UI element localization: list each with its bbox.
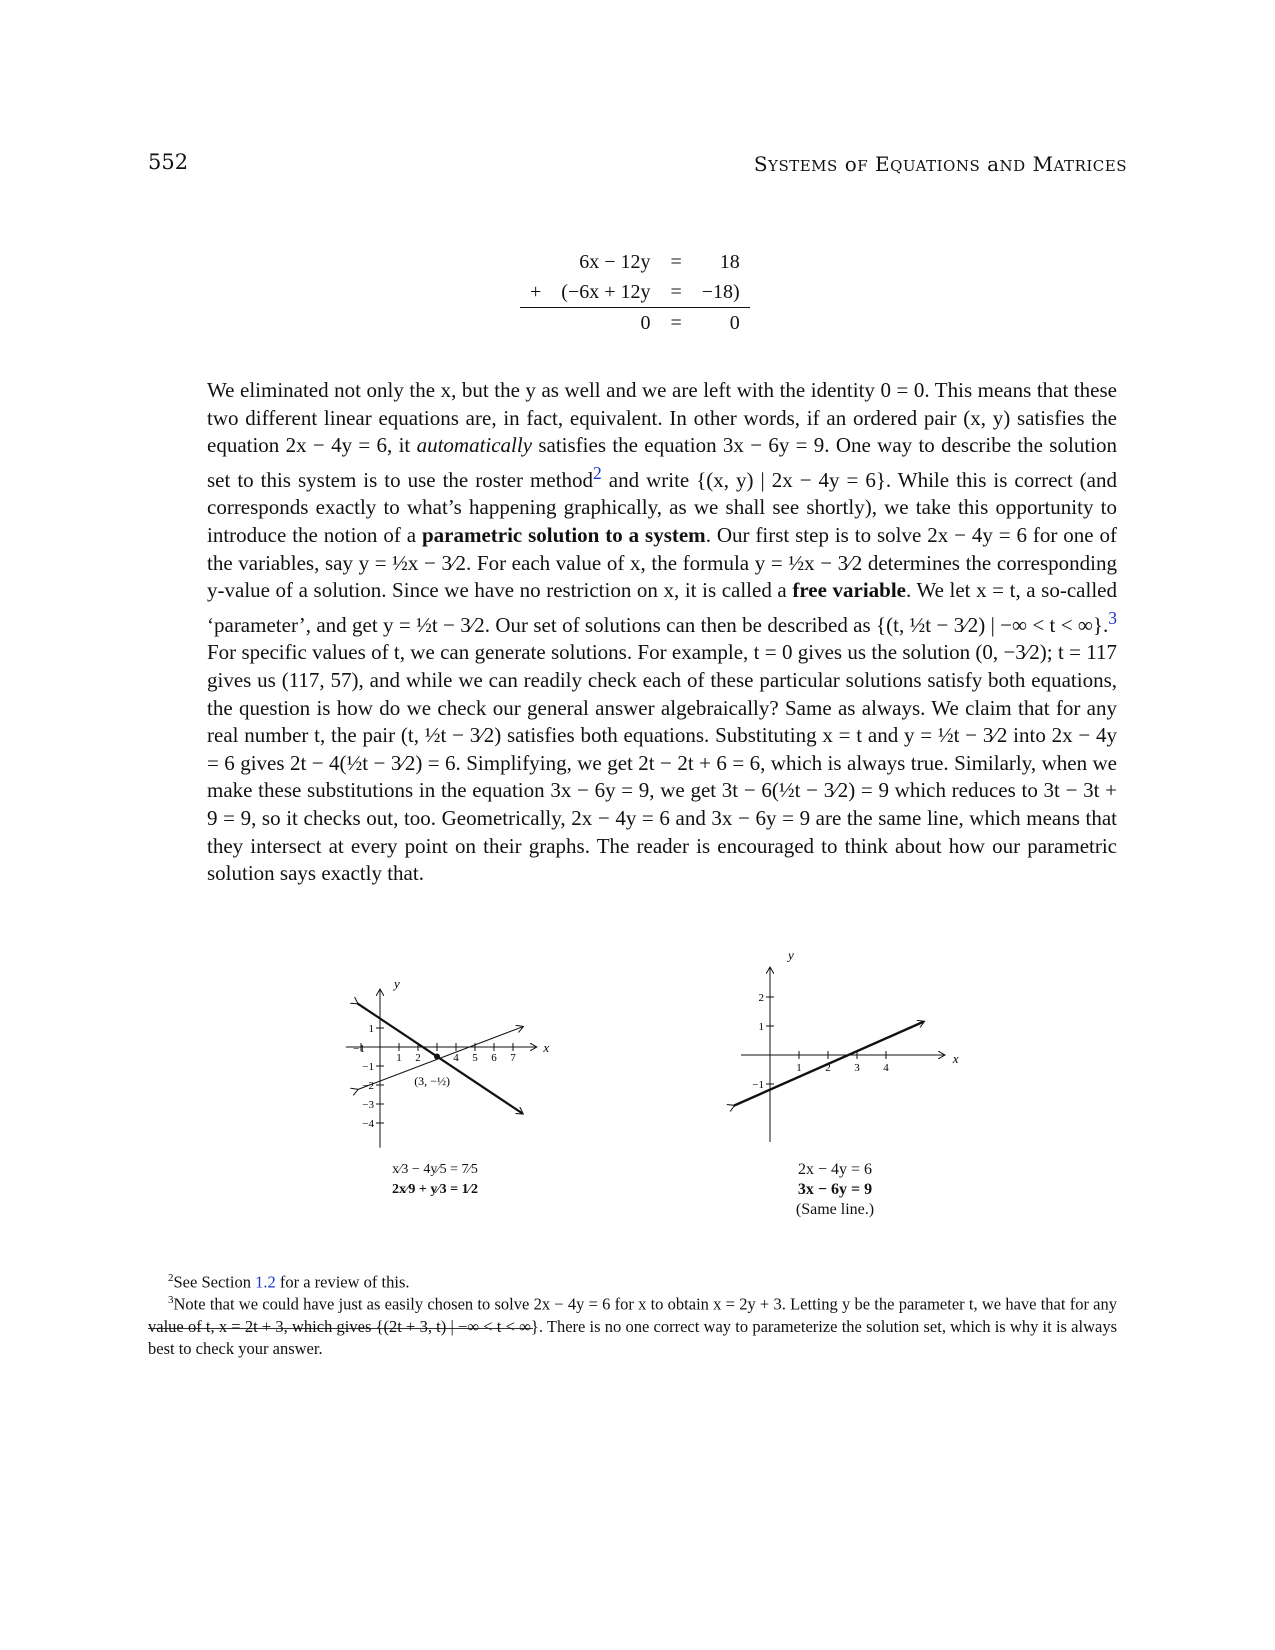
graph-left	[330, 972, 560, 1161]
x-tick-label: 3	[854, 1062, 860, 1074]
footnote-3-text: Note that we could have just as easily chosen to solve 2x − 4y = 6 for x to obtain x = 2y + 3. Letting y be the parameter t, we have that for any value of t, x = 2t + 3, which gives {(2t + 3, t) | −∞ < t < ∞}. There is no one correct way to parameterize the solution set, which is why it is always best to check your answer.	[148, 1294, 1117, 1358]
graph-left-caption	[360, 1160, 510, 1200]
main-paragraph	[207, 377, 1117, 888]
header-initial: a	[987, 152, 1000, 176]
footnote-2-mark: 2	[168, 1272, 174, 1284]
y-tick-label: −4	[362, 1118, 374, 1130]
footnote-2-text-a: See Section	[173, 1272, 256, 1292]
x-tick-label: 2	[415, 1052, 421, 1064]
eq2-equals: =	[670, 280, 682, 303]
y-tick-label: 1	[758, 1021, 764, 1033]
header-smallcaps: YSTEMS	[768, 157, 838, 175]
elimination-display	[520, 247, 750, 338]
x-tick-label: −1	[353, 1043, 365, 1055]
caption-equation-2: 3x − 6y = 9	[797, 1181, 873, 1198]
eq2-left: (−6x + 12y	[561, 280, 651, 303]
footnote-3-link[interactable]: 3	[1108, 607, 1117, 628]
text-run: For specific values of t, we can generate solutions. For example, t = 0 gives us the solution (0, −3⁄2); t = 117 gives us (117, 57), and while we can readily check each of these particular solutions satisfy both equations, the question is how do we check our general answer algebraically? Same as always. We claim that for any real number t, the pair (t, ½t − 3⁄2) satisfies both equations. Substituting x = t and y = ½t − 3⁄2 into 2x − 4y = 6 gives 2t − 4(½t − 3⁄2) = 6. Simplifying, we get 2t − 2t + 6 = 6, which is always true. Similarly, when we make these substitutions in the equation 3x − 6y = 9, we get 3t − 6(½t − 3⁄2) = 9 which reduces to 3t − 3t + 9 = 9, so it checks out, too. Geometrically, 2x − 4y = 6 and 3x − 6y = 9 are the same line, which means that they intersect at every point on their graphs. The reader is encouraged to think about how our parametric solution says exactly that.	[207, 640, 1117, 886]
header-initial: E	[875, 152, 891, 176]
sum-equals: =	[661, 308, 692, 339]
text-run: and write {(x, y) | 2x − 4y = 6}. While this is correct (and corresponds exactly to what’s happening graphically, as we shall see shortly), we take this opportunity to introduce the notion of a	[207, 467, 1117, 547]
series-line	[357, 1003, 522, 1113]
footnote-3-mark: 3	[168, 1294, 174, 1306]
y-tick-label: −1	[362, 1061, 374, 1073]
graph-right-caption	[760, 1160, 910, 1220]
header-initial: S	[753, 152, 769, 176]
emphasis-automatically: automatically	[416, 433, 533, 458]
y-tick-label: −3	[362, 1099, 374, 1111]
x-tick-label: 6	[491, 1052, 497, 1064]
y-axis-label: y	[394, 976, 400, 992]
header-smallcaps: ATRICES	[1053, 157, 1127, 175]
x-tick-label: 7	[510, 1052, 516, 1064]
op-cell	[520, 308, 551, 339]
text-run: . We let x = t, a so-called ‘parameter’, and get y = ½t − 3⁄2. Our set of solutions can then be described as {(t, ½t − 3⁄2) | −∞ < t < ∞}.	[207, 578, 1117, 637]
header-smallcaps: F	[857, 157, 869, 175]
caption-equation-1: x⁄3 − 4y⁄5 = 7⁄5	[392, 1162, 478, 1177]
graph-left-svg	[330, 972, 560, 1157]
x-tick-label: 4	[453, 1052, 459, 1064]
y-tick-label: −1	[752, 1079, 764, 1091]
plus-operator: +	[530, 280, 542, 303]
op-cell	[520, 247, 551, 277]
x-tick-label: 4	[883, 1062, 889, 1074]
eq1-equals: =	[670, 250, 682, 273]
caption-equation-1: 2x − 4y = 6	[797, 1161, 873, 1178]
y-axis-label: y	[788, 947, 794, 963]
term-parametric-solution: parametric solution to a system	[421, 522, 706, 547]
eq1-left: 6x − 12y	[579, 250, 651, 273]
y-tick-label: 2	[758, 992, 764, 1004]
y-tick-label: 1	[368, 1023, 374, 1035]
x-tick-label: 1	[396, 1052, 402, 1064]
footnote-3	[148, 1289, 1117, 1360]
sum-left: 0	[551, 308, 660, 339]
x-axis-label: x	[952, 1051, 959, 1066]
eq1-right: 18	[719, 250, 740, 273]
caption-equation-2: 2x⁄9 + y⁄3 = 1⁄2	[392, 1182, 478, 1197]
intersection-point	[434, 1054, 440, 1060]
running-header	[754, 152, 1127, 176]
x-tick-label: 5	[472, 1052, 478, 1064]
text-run: . Our first step is to solve 2x − 4y = 6 for one of the variables, say y = ½x − 3⁄2. For each value of x, the formula y = ½x − 3⁄2 determines the corresponding y-value of a solution. Since we have no restriction on x, it is called a	[207, 522, 1117, 603]
header-smallcaps: QUATIONS	[890, 157, 981, 175]
header-smallcaps: ND	[999, 157, 1026, 175]
header-initial: o	[844, 152, 858, 176]
caption-note: (Same line.)	[795, 1201, 875, 1218]
page-number: 552	[148, 150, 189, 174]
sum-right: 0	[692, 308, 750, 339]
graph-right-svg	[730, 947, 960, 1155]
x-tick-label: 2	[825, 1062, 831, 1074]
header-initial: M	[1032, 152, 1054, 176]
text-run: We eliminated not only the x, but the y as well and we are left with the identity 0 = 0. This means that these two different linear equations are, in fact, equivalent. In other words, if an ordered pair (x, y) satisfies the equation 2x − 4y = 6, it	[207, 378, 1117, 458]
x-tick-label: 1	[796, 1062, 802, 1074]
term-free-variable: free variable	[792, 578, 906, 603]
footnote-2-link[interactable]: 2	[593, 462, 602, 483]
intersection-label: (3, −½)	[414, 1074, 450, 1088]
section-1-2-link[interactable]: 1.2	[255, 1272, 276, 1292]
graph-right	[730, 947, 960, 1159]
section-title	[754, 152, 1127, 176]
footnote-2-text-b: for a review of this.	[275, 1272, 410, 1292]
y-tick-label: −2	[362, 1080, 374, 1092]
eq2-right: −18)	[701, 280, 740, 303]
text-run: satisfies the equation 3x − 6y = 9. One way to describe the solution set to this system is to use the roster method	[207, 433, 1117, 492]
x-axis-label: x	[543, 1040, 550, 1055]
